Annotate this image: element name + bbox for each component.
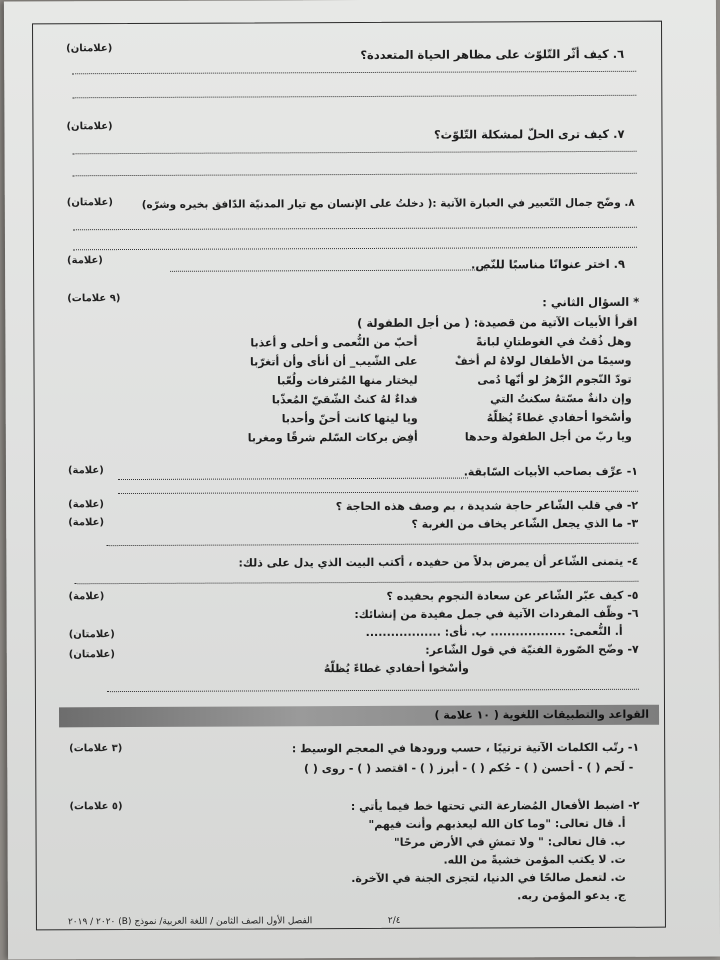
s2-mark-1: (علامة)	[67, 465, 104, 477]
verse-right-4: وإن دانةٌ مسّتهُ سكنتُ التي	[490, 391, 632, 406]
s3-words: - لَحم ( ) - أحسن ( ) - حُكم ( ) - أبرز ( ) - اقتصد ( ) - روى ( )	[304, 760, 634, 776]
verse-left-5: ويا ليتها كانت أحنّ وأحدبا	[281, 411, 418, 426]
s3-item-c: ت. لا يكتب المؤمن خشيةً من الله.	[443, 852, 626, 867]
verse-left-1: أحبّ من النُّعمى و أحلى و أعذبا	[250, 335, 418, 350]
s3-question-1: ١- رتّب الكلمات الآتية ترتيبًا ، حسب ورودها في المعجم الوسيط :	[291, 740, 640, 756]
page-footer: الفصل الأول الصف الثامن / اللغة العربية/ نموذج (B) ٢٠٢٠ / ٢٠١٩	[67, 916, 313, 928]
poem-intro: اقرأ الأبيات الآتية من قصيدة: ( من أجل الطفولة )	[357, 314, 638, 331]
verse-right-6: ويا ربّ من أجل الطفولة وحدها	[464, 429, 632, 444]
s2-question-2: ٢- في قلب الشّاعر حاجة شديدة ، بم وصف هذه الحاجة ؟	[335, 498, 639, 514]
verse-right-2: وسيمًا من الأطفال لولاهُ لم أخفْ	[454, 353, 632, 368]
s2-mark-7: (علامتان)	[68, 649, 115, 661]
s2-question-7: ٧- وضّح الصّورة الفنيّة في قول الشّاعر:	[425, 642, 639, 657]
s2-question-5: ٥- كيف عبّر الشّاعر عن سعادة النجوم بحفيده ؟	[386, 588, 639, 603]
mark-q6: (علامتان)	[66, 43, 113, 55]
mark-q8: (علامتان)	[66, 197, 113, 209]
mark-q9: (علامة)	[67, 255, 103, 267]
s3-item-b: ب. قال تعالى: " ولا تمشِ في الأرض مرحًا"	[393, 834, 626, 849]
s2-mark-5: (علامة)	[68, 591, 105, 603]
verse-left-6: أفِض بركات السّلم شرقًا ومغربا	[247, 430, 418, 445]
s3-item-a: أ. قال تعالى: "وما كان الله ليعذبهم وأنت فيهم"	[368, 816, 626, 831]
mark-q7: (علامتان)	[66, 121, 113, 133]
question-6: ٦. كيف أثّر التّلوّث على مظاهر الحياة المتعددة؟	[360, 46, 625, 63]
s2-mark-3: (علامة)	[68, 517, 105, 529]
s2-vocab-items: أ. النُّعمى: .................. ب. نأى: ..................	[365, 624, 623, 639]
verse-right-3: تودّ النّجوم الزّهرُ لو أنّها دُمى	[477, 372, 632, 387]
question-9: ٩. اختر عنوانًا مناسبًا للنّص.	[470, 256, 626, 272]
s2-question-1: ١- عرِّف بصاحب الأبيات السّابقة.	[463, 464, 638, 479]
s3-question-2: ٢- اضبط الأفعال المُضارعة التي تحتها خط فيما يأتي :	[350, 798, 640, 814]
s3-item-d: ث. لتعمل صالحًا في الدنيا، لتجزى الجنة في الآخرة.	[351, 870, 626, 886]
s3-item-e: ج. يدعو المؤمن ربه.	[517, 888, 626, 903]
s3-mark-2: (٥ علامات)	[69, 801, 123, 813]
question-7: ٧. كيف ترى الحلّ لمشكلة التّلوّث؟	[433, 126, 625, 142]
verse-right-5: وأسْخوا أحفادي غطاءً يُظلّهُ	[486, 410, 632, 425]
s2-mark-6: (علامتان)	[68, 629, 115, 641]
s2-quoted-verse: وأسْخوا أحفادي غطاءً يُظلّهُ	[323, 661, 469, 676]
s3-mark-1: (٣ علامات)	[69, 743, 123, 755]
section-2-title: * السؤال الثاني :	[542, 294, 640, 310]
page-number: ٢/٤	[387, 915, 401, 926]
s2-question-3: ٣- ما الذي يجعل الشّاعر يخاف من الغربة ؟	[411, 516, 639, 531]
section-2-mark: (٩ علامات)	[67, 293, 121, 305]
verse-right-1: وهل ذُقتُ في الغوطتانِ لبانةً	[476, 334, 632, 349]
verse-left-3: ليختار منها المُترفات ولُعّبا	[277, 373, 418, 388]
s2-mark-2: (علامة)	[68, 499, 104, 511]
verse-left-2: على الشّيب_ أن أنأى وأن أتغرّبا	[249, 354, 418, 369]
exam-sheet	[4, 0, 720, 960]
question-8: ٨. وضّح جمال التّعبير في العبارة الآتية :( دخلتُ على الإنسان مع تيار المدنيّة الدّافق بخيره وشرّه)	[141, 196, 635, 211]
section-3-band: القواعد والتطبيقات اللغوية ( ١٠ علامة )	[59, 705, 659, 728]
s2-question-4: ٤- يتمنى الشّاعر أن يمرض بدلاً من حفيده ، أكتب البيت الذي يدل على ذلك:	[238, 554, 639, 570]
verse-left-4: فداءٌ لهُ كنتُ الشّقيّ المُعذّبا	[271, 392, 418, 407]
s2-question-6: ٦- وظّف المفردات الآتية في جمل مفيدة من إنشائك:	[354, 606, 639, 622]
